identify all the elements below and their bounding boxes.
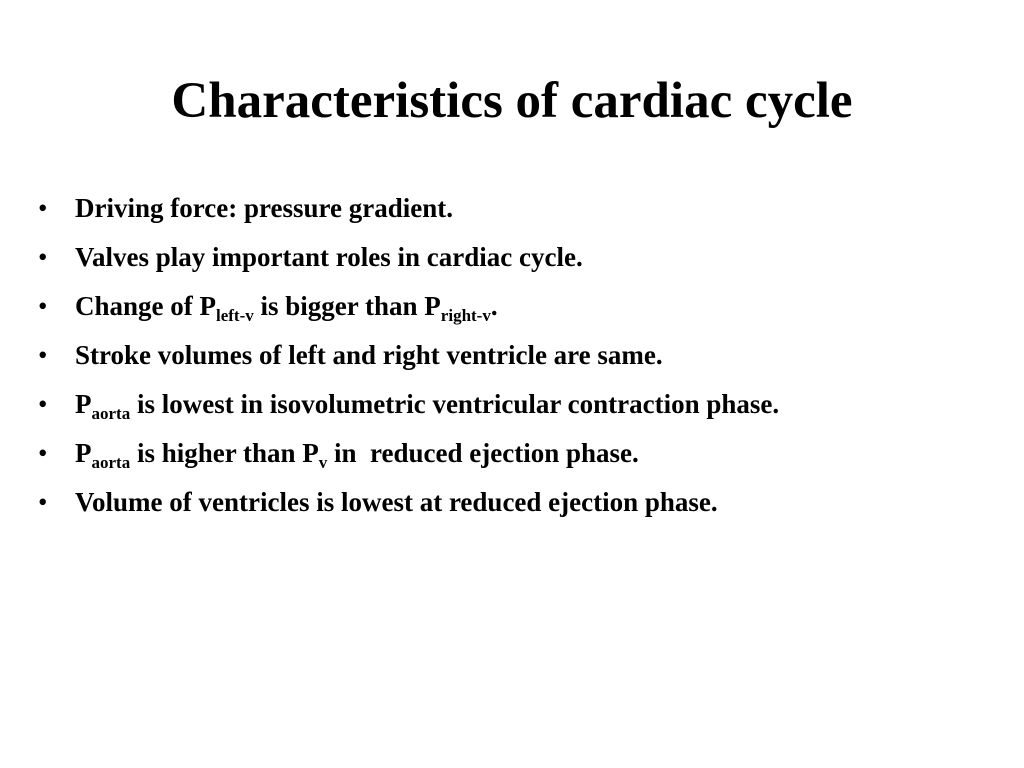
bullet-text-end: .: [490, 291, 498, 321]
bullet-icon: •: [38, 389, 48, 419]
bullet-item-aorta-higher: [38, 433, 1008, 482]
bullet-text-prefix: P: [75, 438, 92, 468]
bullet-icon: •: [38, 242, 48, 272]
bullet-text-prefix: Change of P: [75, 291, 216, 321]
subscript-aorta: aorta: [91, 404, 131, 423]
subscript-aorta: aorta: [91, 453, 131, 472]
bullet-item-ventricle-volume: [38, 482, 1008, 531]
bullet-icon: •: [38, 438, 48, 468]
bullet-text: Stroke volumes of left and right ventricle are same.: [75, 340, 663, 370]
bullet-icon: •: [38, 193, 48, 223]
subscript-v: v: [318, 453, 328, 472]
bullet-text: Volume of ventricles is lowest at reduced ejection phase.: [75, 487, 718, 517]
bullet-text-middle: is higher than P: [130, 438, 319, 468]
bullet-text: Valves play important roles in cardiac cycle.: [75, 242, 583, 272]
bullet-text-rest: in reduced ejection phase.: [327, 438, 639, 468]
subscript-right-v: right-v: [440, 306, 491, 325]
bullet-text: Driving force: pressure gradient.: [75, 193, 453, 223]
slide-title: Characteristics of cardiac cycle: [171, 73, 853, 129]
bullet-item-driving-force: [38, 188, 1008, 237]
bullet-list: [38, 188, 1008, 531]
bullet-text-rest: is lowest in isovolumetric ventricular contraction phase.: [130, 389, 780, 419]
bullet-text-prefix: P: [75, 389, 92, 419]
bullet-item-aorta-lowest: [38, 384, 1008, 433]
bullet-item-valves: [38, 237, 1008, 286]
bullet-item-pressure-change: [38, 286, 1008, 335]
bullet-icon: •: [38, 487, 48, 517]
bullet-icon: •: [38, 340, 48, 370]
bullet-icon: •: [38, 291, 48, 321]
subscript-left-v: left-v: [216, 306, 254, 325]
bullet-text-middle: is bigger than P: [253, 291, 441, 321]
bullet-item-stroke-volumes: [38, 335, 1008, 384]
